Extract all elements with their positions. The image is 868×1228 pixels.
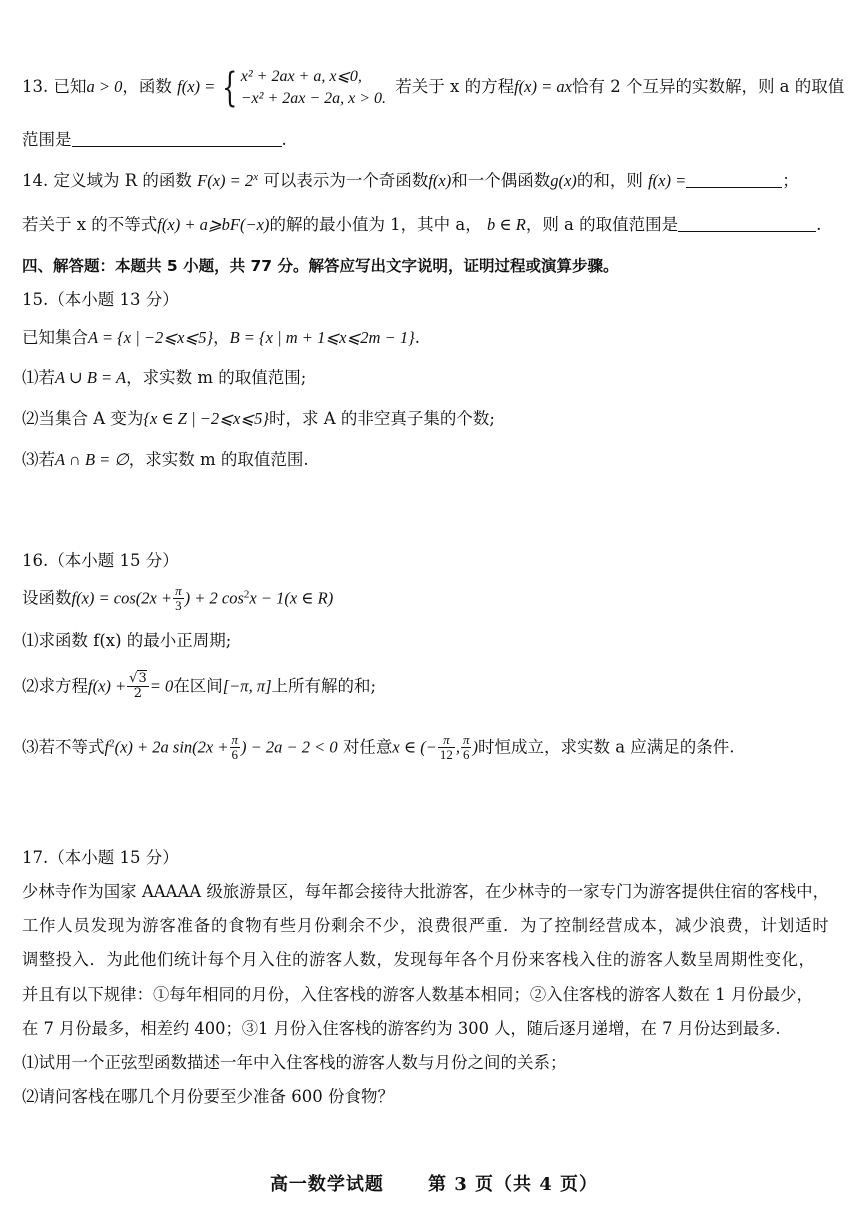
- q14-condition: b ∈ R: [487, 215, 526, 234]
- fraction-pi-over-6: [230, 733, 241, 763]
- q15-p1-text: 若: [38, 368, 55, 387]
- q15-sep: ，: [213, 328, 230, 347]
- q14-text2: 可以表示为一个奇函数: [263, 171, 429, 190]
- part-number: ⑴: [22, 1053, 39, 1072]
- frac-num: π: [462, 732, 470, 747]
- q16-header: 16.（本小题 15 分）: [22, 551, 179, 570]
- q17-para-line-2: 工作人员发现为游客准备的食物有些月份剩余不少，浪费很严重．为了控制经营成本，减少浪费，计划适时: [22, 916, 830, 935]
- q15-part1: [22, 368, 852, 389]
- q15-p2-ask: 时，求 A 的非空真子集的个数;: [268, 409, 495, 428]
- q17-para-line-5: 在 7 月份最多，相差约 400；③1 月份入住客栈的游客约为 300 人，随后逐月递增，在 7 月份达到最多.: [22, 1019, 781, 1038]
- q16-def-lead: 设函数: [22, 588, 72, 608]
- q17-part2: [22, 1087, 852, 1108]
- fraction-sqrt3-over-2: [127, 672, 149, 702]
- q13-answer-blank[interactable]: [72, 132, 282, 147]
- frac-num: π: [438, 733, 455, 748]
- q17-part1: [22, 1053, 852, 1074]
- q15-part3: [22, 450, 852, 471]
- fraction-pi-over-12: [438, 733, 455, 763]
- q16-p3-for-all: 对任意: [342, 737, 393, 757]
- q17-header: 17.（本小题 15 分）: [22, 848, 179, 867]
- q13-line1: [22, 66, 852, 109]
- q14-exponent: x: [253, 171, 259, 183]
- q15-p1-condition: A ∪ B = A: [55, 368, 127, 387]
- frac-num: π: [231, 732, 239, 747]
- q16-def-part-a: f(x) = cos(2x +: [71, 588, 173, 608]
- q15-p3-condition: A ∩ B = ∅: [55, 450, 129, 469]
- q16-p2-ask: 上所有解的和;: [271, 676, 377, 696]
- q16-p3-x: x ∈ (−: [392, 737, 437, 757]
- q13-text: ，函数: [122, 77, 172, 97]
- q16-p3-f: f: [104, 737, 110, 757]
- fraction-pi-over-3: [173, 584, 184, 614]
- q16-p2-interval: [−π, π]: [222, 676, 272, 696]
- q13-period: .: [281, 130, 287, 149]
- q13-equation: f(x) = ax: [514, 77, 572, 97]
- q14-even-function: g(x): [550, 171, 577, 190]
- frac-den: 3: [175, 598, 182, 614]
- sqrt-symbol: √: [129, 671, 138, 686]
- part-number: ⑵: [22, 676, 39, 696]
- q15-p3-ask: ，求实数 m 的取值范围.: [128, 450, 309, 469]
- part-number: ⑴: [22, 368, 39, 387]
- q15-given: [22, 328, 852, 349]
- part-number: ⑶: [22, 450, 39, 469]
- part-number: ⑵: [22, 1087, 39, 1106]
- frac-den: 2: [133, 686, 143, 702]
- q15-p3-text: 若: [38, 450, 55, 469]
- part-number: ⑵: [22, 409, 39, 428]
- q14-number: 14. 定义域为 R 的函数: [22, 171, 192, 190]
- footer-title: 高一数学试题: [269, 1174, 384, 1195]
- q16-p3-ineq-a: (x) + 2a sin(2x +: [114, 737, 229, 757]
- q15-p2-set: {x ∈ Z | −2⩽x⩽5}: [143, 409, 269, 428]
- q16-p2-eq-a: f(x) +: [88, 676, 127, 696]
- q14-answer-blank-1[interactable]: [686, 173, 782, 188]
- q13-piecewise: [241, 66, 386, 109]
- q14-function: F(x) = 2: [197, 171, 254, 190]
- q15-part2: [22, 409, 852, 430]
- q16-p1-text: 求函数 f(x) 的最小正周期;: [38, 631, 232, 650]
- q17-p1-text: 试用一个正弦型函数描述一年中入住客栈的游客人数与月份之间的关系；: [38, 1053, 567, 1072]
- q16-part3: [22, 733, 852, 763]
- q14-line1: [22, 171, 852, 192]
- q13-text-tail: 恰有 2 个互异的实数解，则 a 的取值: [571, 77, 845, 97]
- q16-p2-eq-b: = 0: [149, 676, 174, 696]
- q14-semicolon: ；: [782, 171, 799, 190]
- frac-den: 6: [231, 747, 238, 763]
- q15-given-end: .: [414, 328, 420, 347]
- part-number: ⑴: [22, 631, 39, 650]
- q16-part2: [22, 672, 852, 702]
- q15-p2-text: 当集合 A 变为: [38, 409, 144, 428]
- q17-para-line-1: 少林寺作为国家 AAAAA 级旅游景区，每年都会接待大批游客，在少林寺的一家专门为游客提供住宿的客栈中，: [22, 882, 830, 901]
- q14-inequality: f(x) + a⩾bF(−x): [157, 215, 270, 234]
- sqrt-radicand: 3: [138, 671, 147, 686]
- q15-p1-ask: ，求实数 m 的取值范围;: [126, 368, 307, 387]
- q13-number: 13. 已知: [22, 77, 87, 97]
- q16-def-part-c: x − 1(x ∈ R): [249, 588, 334, 608]
- q17-p2-text: 请问客栈在哪几个月份要至少准备 600 份食物？: [38, 1087, 394, 1106]
- q16-p3-square: 2: [109, 737, 115, 750]
- footer-page-number: 第 3 页（共 4 页）: [427, 1174, 599, 1195]
- part-number: ⑶: [22, 737, 39, 757]
- q14-text6: 的解的最小值为 1，其中 a，: [269, 215, 482, 234]
- q16-p3-close: ): [472, 737, 478, 757]
- q13-piece-2: −x² + 2ax − 2a, x > 0.: [240, 89, 387, 107]
- q14-text5: 若关于 x 的不等式: [22, 215, 158, 234]
- q16-p2-text: 求方程: [38, 676, 88, 696]
- q16-def-square: 2: [243, 588, 250, 601]
- q14-odd-function: f(x): [428, 171, 452, 190]
- q14-text3: 和一个偶函数: [451, 171, 551, 190]
- q13-line2: [22, 130, 852, 151]
- q13-text-mid: 若关于 x 的方程: [395, 77, 515, 97]
- q14-line2: [22, 215, 852, 236]
- q15-given-lead: 已知集合: [22, 328, 88, 347]
- q16-p3-ask: 时恒成立，求实数 a 应满足的条件.: [477, 737, 735, 757]
- q13-piece-1: x² + 2ax + a, x⩽0,: [240, 68, 362, 85]
- q14-ask: f(x) =: [648, 171, 687, 190]
- frac-num: [127, 672, 149, 687]
- q15-set-a: A = {x | −2⩽x⩽5}: [88, 328, 214, 347]
- q13-range-label: 范围是: [22, 130, 72, 149]
- q16-p3-ineq-b: ) − 2a − 2 < 0: [241, 737, 338, 757]
- q13-condition: a > 0: [86, 77, 123, 97]
- q16-p3-comma: ,: [455, 737, 460, 757]
- q15-set-b: B = {x | m + 1⩽x⩽2m − 1}: [229, 328, 415, 347]
- q16-part1: [22, 631, 852, 652]
- piecewise-brace: {: [222, 64, 238, 111]
- frac-den: 12: [439, 747, 453, 763]
- q14-period: .: [816, 215, 822, 234]
- page-footer: [0, 1170, 868, 1196]
- q14-text4: 的和，则: [576, 171, 643, 190]
- q15-header: 15.（本小题 13 分）: [22, 290, 179, 309]
- q16-p3-text: 若不等式: [38, 737, 105, 757]
- q16-def-part-b: ) + 2 cos: [184, 588, 244, 608]
- fraction-pi-over-6-b: [461, 733, 472, 763]
- frac-den: 6: [462, 747, 470, 763]
- q17-para-line-3: 调整投入．为此他们统计每个月入住的游客人数，发现每年各个月份来客栈入住的游客人数呈周期性变化，: [22, 950, 816, 969]
- q16-definition: [22, 584, 852, 614]
- section-4-title: 四、解答题：本题共 5 小题，共 77 分。解答应写出文字说明，证明过程或演算步骤。: [22, 257, 619, 275]
- q14-answer-blank-2[interactable]: [678, 217, 816, 232]
- q16-p2-interval-lead: 在区间: [173, 676, 223, 696]
- q13-function-name: f(x) =: [177, 77, 216, 97]
- q14-text7: ，则 a 的取值范围是: [525, 215, 679, 234]
- q17-para-line-4: 并且有以下规律：①每年相同的月份，入住客栈的游客人数基本相同；②入住客栈的游客人数在 1 月份最少，: [22, 985, 813, 1004]
- frac-num: π: [175, 583, 182, 598]
